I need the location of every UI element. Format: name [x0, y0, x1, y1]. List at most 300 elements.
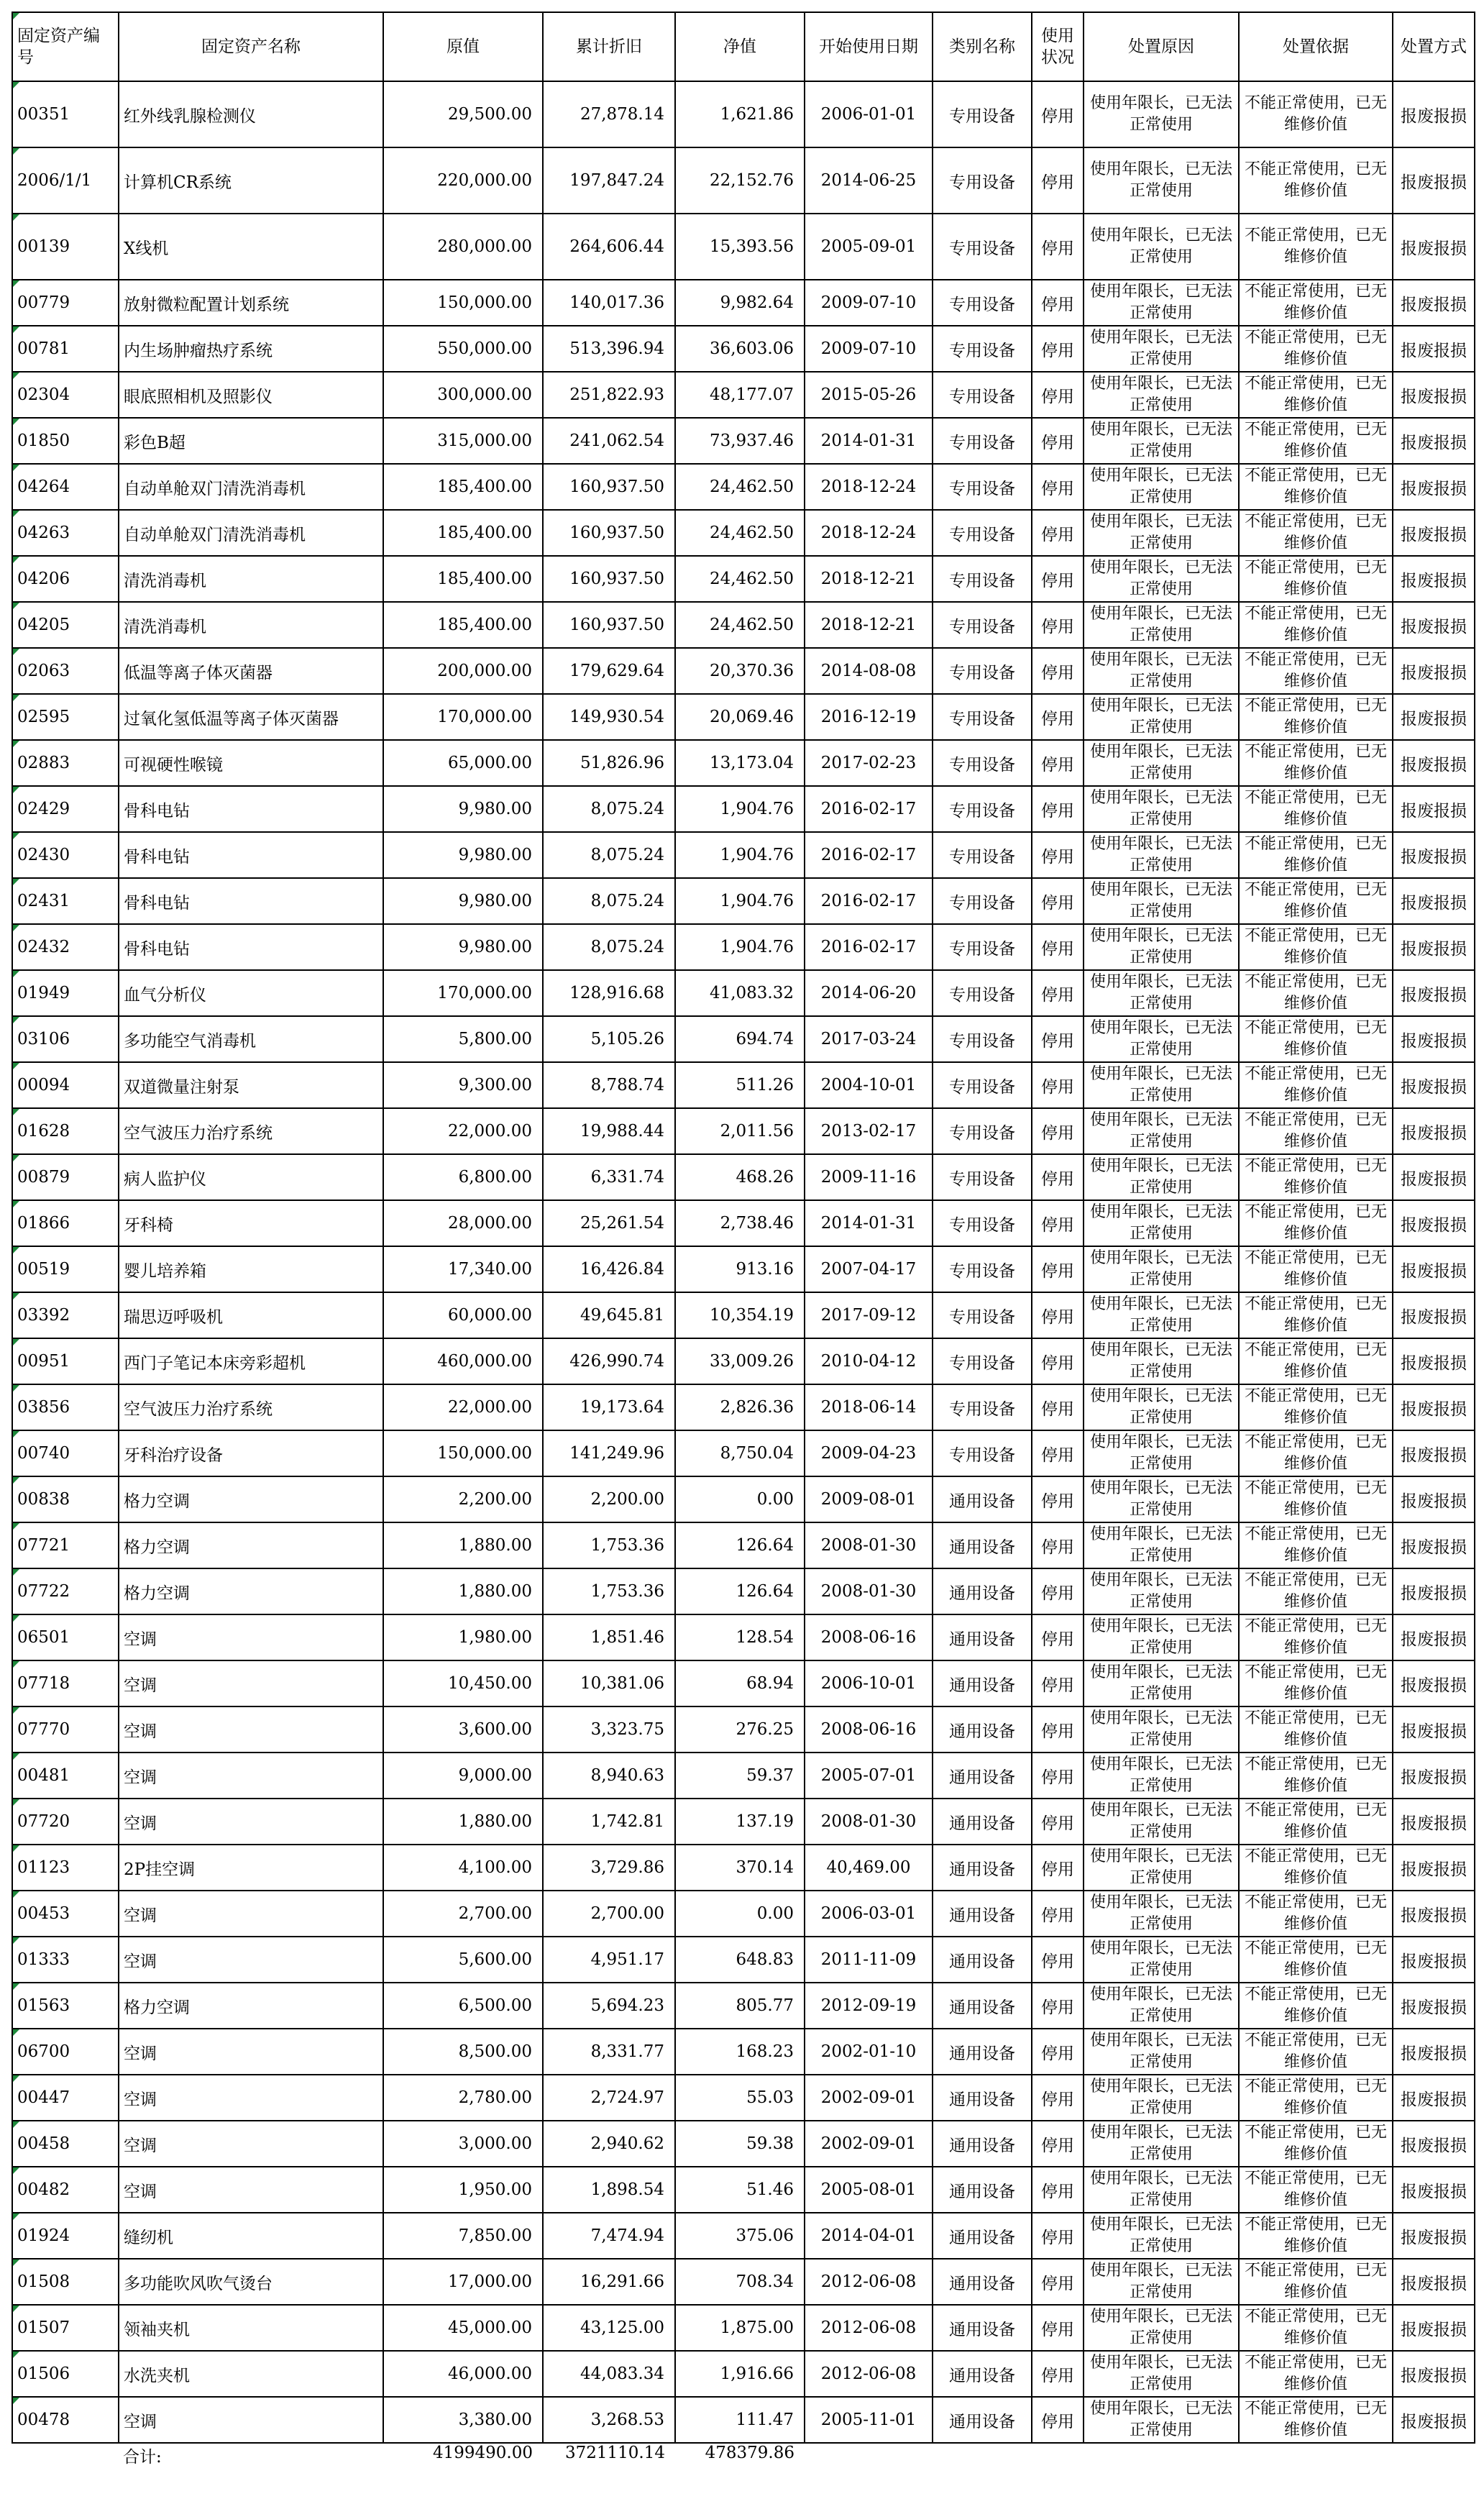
cell-category[interactable]: 通用设备: [933, 2305, 1032, 2351]
cell-disposal-basis[interactable]: 不能正常使用，已无维修价值: [1239, 2213, 1393, 2259]
cell-disposal-method[interactable]: 报废报损: [1393, 1937, 1475, 1983]
cell-start-date[interactable]: 2009-04-23: [805, 1430, 933, 1476]
cell-disposal-basis[interactable]: 不能正常使用，已无维修价值: [1239, 1983, 1393, 2029]
col-header-basis[interactable]: 处置依据: [1239, 12, 1393, 81]
cell-start-date[interactable]: 2004-10-01: [805, 1062, 933, 1108]
cell-net-value[interactable]: 126.64: [675, 1522, 805, 1568]
cell-status[interactable]: 停用: [1032, 2213, 1084, 2259]
cell-asset-name[interactable]: 双道微量注射泵: [119, 1062, 383, 1108]
cell-category[interactable]: 专用设备: [933, 1016, 1032, 1062]
cell-category[interactable]: 专用设备: [933, 1154, 1032, 1200]
cell-disposal-reason[interactable]: 使用年限长，已无法正常使用: [1084, 2075, 1239, 2121]
cell-status[interactable]: 停用: [1032, 214, 1084, 280]
cell-disposal-method[interactable]: 报废报损: [1393, 1799, 1475, 1845]
cell-net-value[interactable]: 15,393.56: [675, 214, 805, 280]
cell-original-value[interactable]: 9,980.00: [383, 832, 543, 878]
cell-asset-code[interactable]: 02430: [12, 832, 119, 878]
cell-category[interactable]: 专用设备: [933, 418, 1032, 464]
cell-disposal-reason[interactable]: 使用年限长，已无法正常使用: [1084, 81, 1239, 147]
col-header-start-date[interactable]: 开始使用日期: [805, 12, 933, 81]
cell-net-value[interactable]: 168.23: [675, 2029, 805, 2075]
cell-disposal-reason[interactable]: 使用年限长，已无法正常使用: [1084, 556, 1239, 602]
cell-accumulated-depreciation[interactable]: 8,075.24: [543, 878, 675, 924]
cell-status[interactable]: 停用: [1032, 2167, 1084, 2213]
cell-disposal-method[interactable]: 报废报损: [1393, 2259, 1475, 2305]
cell-category[interactable]: 通用设备: [933, 2351, 1032, 2397]
cell-net-value[interactable]: 36,603.06: [675, 326, 805, 372]
cell-disposal-reason[interactable]: 使用年限长，已无法正常使用: [1084, 1246, 1239, 1292]
cell-asset-code[interactable]: 03106: [12, 1016, 119, 1062]
cell-accumulated-depreciation[interactable]: 8,075.24: [543, 786, 675, 832]
cell-accumulated-depreciation[interactable]: 197,847.24: [543, 147, 675, 214]
cell-net-value[interactable]: 2,738.46: [675, 1200, 805, 1246]
cell-original-value[interactable]: 1,880.00: [383, 1568, 543, 1614]
cell-disposal-basis[interactable]: 不能正常使用，已无维修价值: [1239, 510, 1393, 556]
cell-status[interactable]: 停用: [1032, 1062, 1084, 1108]
cell-original-value[interactable]: 1,880.00: [383, 1522, 543, 1568]
cell-asset-name[interactable]: 清洗消毒机: [119, 556, 383, 602]
cell-disposal-method[interactable]: 报废报损: [1393, 326, 1475, 372]
cell-disposal-reason[interactable]: 使用年限长，已无法正常使用: [1084, 1660, 1239, 1706]
cell-asset-name[interactable]: 多功能空气消毒机: [119, 1016, 383, 1062]
cell-start-date[interactable]: 2012-06-08: [805, 2305, 933, 2351]
cell-net-value[interactable]: 468.26: [675, 1154, 805, 1200]
cell-original-value[interactable]: 150,000.00: [383, 1430, 543, 1476]
cell-accumulated-depreciation[interactable]: 25,261.54: [543, 1200, 675, 1246]
cell-original-value[interactable]: 46,000.00: [383, 2351, 543, 2397]
cell-start-date[interactable]: 2012-06-08: [805, 2351, 933, 2397]
cell-start-date[interactable]: 2005-09-01: [805, 214, 933, 280]
cell-disposal-method[interactable]: 报废报损: [1393, 786, 1475, 832]
cell-disposal-method[interactable]: 报废报损: [1393, 648, 1475, 694]
cell-category[interactable]: 通用设备: [933, 1799, 1032, 1845]
cell-disposal-basis[interactable]: 不能正常使用，已无维修价值: [1239, 1338, 1393, 1384]
cell-start-date[interactable]: 2012-09-19: [805, 1983, 933, 2029]
cell-status[interactable]: 停用: [1032, 556, 1084, 602]
cell-start-date[interactable]: 2002-01-10: [805, 2029, 933, 2075]
cell-asset-name[interactable]: 空调: [119, 2121, 383, 2167]
cell-status[interactable]: 停用: [1032, 832, 1084, 878]
cell-original-value[interactable]: 9,980.00: [383, 924, 543, 970]
cell-net-value[interactable]: 511.26: [675, 1062, 805, 1108]
cell-disposal-method[interactable]: 报废报损: [1393, 602, 1475, 648]
cell-category[interactable]: 专用设备: [933, 147, 1032, 214]
cell-disposal-method[interactable]: 报废报损: [1393, 878, 1475, 924]
cell-original-value[interactable]: 4,100.00: [383, 1845, 543, 1891]
cell-disposal-reason[interactable]: 使用年限长，已无法正常使用: [1084, 1568, 1239, 1614]
cell-disposal-basis[interactable]: 不能正常使用，已无维修价值: [1239, 2167, 1393, 2213]
cell-original-value[interactable]: 10,450.00: [383, 1660, 543, 1706]
cell-net-value[interactable]: 111.47: [675, 2397, 805, 2443]
col-header-code[interactable]: 固定资产编号: [12, 12, 119, 81]
cell-disposal-method[interactable]: 报废报损: [1393, 1108, 1475, 1154]
cell-start-date[interactable]: 2016-12-19: [805, 694, 933, 740]
cell-asset-name[interactable]: 2P挂空调: [119, 1845, 383, 1891]
cell-category[interactable]: 通用设备: [933, 2397, 1032, 2443]
cell-net-value[interactable]: 1,904.76: [675, 786, 805, 832]
cell-disposal-reason[interactable]: 使用年限长，已无法正常使用: [1084, 1154, 1239, 1200]
cell-original-value[interactable]: 65,000.00: [383, 740, 543, 786]
cell-start-date[interactable]: 2007-04-17: [805, 1246, 933, 1292]
cell-disposal-basis[interactable]: 不能正常使用，已无维修价值: [1239, 924, 1393, 970]
cell-status[interactable]: 停用: [1032, 1522, 1084, 1568]
cell-category[interactable]: 专用设备: [933, 1292, 1032, 1338]
cell-category[interactable]: 专用设备: [933, 970, 1032, 1016]
cell-category[interactable]: 通用设备: [933, 1706, 1032, 1753]
cell-disposal-reason[interactable]: 使用年限长，已无法正常使用: [1084, 1292, 1239, 1338]
cell-status[interactable]: 停用: [1032, 1799, 1084, 1845]
cell-accumulated-depreciation[interactable]: 3,323.75: [543, 1706, 675, 1753]
cell-disposal-method[interactable]: 报废报损: [1393, 2075, 1475, 2121]
cell-category[interactable]: 专用设备: [933, 694, 1032, 740]
cell-disposal-reason[interactable]: 使用年限长，已无法正常使用: [1084, 1614, 1239, 1660]
cell-disposal-method[interactable]: 报废报损: [1393, 418, 1475, 464]
cell-asset-code[interactable]: 00458: [12, 2121, 119, 2167]
cell-disposal-basis[interactable]: 不能正常使用，已无维修价值: [1239, 280, 1393, 326]
cell-disposal-reason[interactable]: 使用年限长，已无法正常使用: [1084, 1937, 1239, 1983]
col-header-category[interactable]: 类别名称: [933, 12, 1032, 81]
cell-start-date[interactable]: 2014-01-31: [805, 1200, 933, 1246]
cell-disposal-method[interactable]: 报废报损: [1393, 214, 1475, 280]
cell-status[interactable]: 停用: [1032, 1108, 1084, 1154]
cell-asset-code[interactable]: 03856: [12, 1384, 119, 1430]
cell-start-date[interactable]: 2018-12-21: [805, 602, 933, 648]
cell-disposal-basis[interactable]: 不能正常使用，已无维修价值: [1239, 1568, 1393, 1614]
cell-accumulated-depreciation[interactable]: 44,083.34: [543, 2351, 675, 2397]
cell-asset-code[interactable]: 04263: [12, 510, 119, 556]
cell-asset-name[interactable]: 缝纫机: [119, 2213, 383, 2259]
cell-accumulated-depreciation[interactable]: 264,606.44: [543, 214, 675, 280]
cell-net-value[interactable]: 41,083.32: [675, 970, 805, 1016]
cell-disposal-method[interactable]: 报废报损: [1393, 832, 1475, 878]
cell-accumulated-depreciation[interactable]: 8,075.24: [543, 832, 675, 878]
cell-net-value[interactable]: 1,875.00: [675, 2305, 805, 2351]
cell-disposal-reason[interactable]: 使用年限长，已无法正常使用: [1084, 1799, 1239, 1845]
cell-disposal-reason[interactable]: 使用年限长，已无法正常使用: [1084, 878, 1239, 924]
cell-start-date[interactable]: 2014-06-20: [805, 970, 933, 1016]
cell-category[interactable]: 专用设备: [933, 786, 1032, 832]
cell-net-value[interactable]: 375.06: [675, 2213, 805, 2259]
cell-accumulated-depreciation[interactable]: 2,700.00: [543, 1891, 675, 1937]
cell-asset-code[interactable]: 02063: [12, 648, 119, 694]
cell-asset-name[interactable]: 计算机CR系统: [119, 147, 383, 214]
cell-accumulated-depreciation[interactable]: 43,125.00: [543, 2305, 675, 2351]
cell-category[interactable]: 通用设备: [933, 1476, 1032, 1522]
cell-category[interactable]: 专用设备: [933, 832, 1032, 878]
cell-accumulated-depreciation[interactable]: 8,075.24: [543, 924, 675, 970]
cell-asset-name[interactable]: 西门子笔记本床旁彩超机: [119, 1338, 383, 1384]
cell-category[interactable]: 专用设备: [933, 372, 1032, 418]
cell-accumulated-depreciation[interactable]: 10,381.06: [543, 1660, 675, 1706]
cell-asset-name[interactable]: 空调: [119, 1937, 383, 1983]
cell-asset-name[interactable]: 婴儿培养箱: [119, 1246, 383, 1292]
cell-disposal-basis[interactable]: 不能正常使用，已无维修价值: [1239, 832, 1393, 878]
cell-asset-name[interactable]: 空调: [119, 1753, 383, 1799]
cell-start-date[interactable]: 2005-07-01: [805, 1753, 933, 1799]
cell-original-value[interactable]: 9,000.00: [383, 1753, 543, 1799]
cell-net-value[interactable]: 20,069.46: [675, 694, 805, 740]
cell-disposal-method[interactable]: 报废报损: [1393, 2121, 1475, 2167]
cell-net-value[interactable]: 276.25: [675, 1706, 805, 1753]
cell-disposal-reason[interactable]: 使用年限长，已无法正常使用: [1084, 2305, 1239, 2351]
cell-status[interactable]: 停用: [1032, 786, 1084, 832]
cell-disposal-reason[interactable]: 使用年限长，已无法正常使用: [1084, 1891, 1239, 1937]
cell-asset-code[interactable]: 07770: [12, 1706, 119, 1753]
cell-original-value[interactable]: 29,500.00: [383, 81, 543, 147]
cell-asset-code[interactable]: 01924: [12, 2213, 119, 2259]
cell-disposal-method[interactable]: 报废报损: [1393, 510, 1475, 556]
cell-asset-name[interactable]: 内生场肿瘤热疗系统: [119, 326, 383, 372]
cell-asset-name[interactable]: 过氧化氢低温等离子体灭菌器: [119, 694, 383, 740]
total-original-value[interactable]: 4199490.00: [432, 2444, 533, 2462]
cell-accumulated-depreciation[interactable]: 140,017.36: [543, 280, 675, 326]
cell-accumulated-depreciation[interactable]: 160,937.50: [543, 556, 675, 602]
cell-accumulated-depreciation[interactable]: 251,822.93: [543, 372, 675, 418]
cell-disposal-method[interactable]: 报废报损: [1393, 1384, 1475, 1430]
cell-status[interactable]: 停用: [1032, 418, 1084, 464]
cell-start-date[interactable]: 2018-12-24: [805, 464, 933, 510]
cell-net-value[interactable]: 59.37: [675, 1753, 805, 1799]
cell-disposal-basis[interactable]: 不能正常使用，已无维修价值: [1239, 1200, 1393, 1246]
total-net-value[interactable]: 478379.86: [705, 2444, 794, 2462]
cell-category[interactable]: 专用设备: [933, 326, 1032, 372]
cell-category[interactable]: 专用设备: [933, 924, 1032, 970]
cell-net-value[interactable]: 20,370.36: [675, 648, 805, 694]
cell-disposal-reason[interactable]: 使用年限长，已无法正常使用: [1084, 147, 1239, 214]
cell-net-value[interactable]: 1,904.76: [675, 878, 805, 924]
cell-start-date[interactable]: 2015-05-26: [805, 372, 933, 418]
cell-disposal-basis[interactable]: 不能正常使用，已无维修价值: [1239, 2121, 1393, 2167]
cell-asset-code[interactable]: 00481: [12, 1753, 119, 1799]
cell-asset-code[interactable]: 00779: [12, 280, 119, 326]
col-header-name[interactable]: 固定资产名称: [119, 12, 383, 81]
cell-disposal-basis[interactable]: 不能正常使用，已无维修价值: [1239, 1891, 1393, 1937]
cell-asset-name[interactable]: 领袖夹机: [119, 2305, 383, 2351]
cell-category[interactable]: 专用设备: [933, 1384, 1032, 1430]
cell-asset-code[interactable]: 01866: [12, 1200, 119, 1246]
cell-disposal-reason[interactable]: 使用年限长，已无法正常使用: [1084, 1983, 1239, 2029]
cell-disposal-method[interactable]: 报废报损: [1393, 2213, 1475, 2259]
cell-start-date[interactable]: 2009-07-10: [805, 280, 933, 326]
cell-category[interactable]: 通用设备: [933, 2259, 1032, 2305]
cell-asset-name[interactable]: 水洗夹机: [119, 2351, 383, 2397]
cell-disposal-basis[interactable]: 不能正常使用，已无维修价值: [1239, 2259, 1393, 2305]
cell-net-value[interactable]: 51.46: [675, 2167, 805, 2213]
cell-asset-name[interactable]: 牙科椅: [119, 1200, 383, 1246]
cell-disposal-method[interactable]: 报废报损: [1393, 1568, 1475, 1614]
cell-status[interactable]: 停用: [1032, 2259, 1084, 2305]
cell-original-value[interactable]: 3,600.00: [383, 1706, 543, 1753]
cell-disposal-method[interactable]: 报废报损: [1393, 740, 1475, 786]
col-header-original-value[interactable]: 原值: [383, 12, 543, 81]
cell-asset-code[interactable]: 04264: [12, 464, 119, 510]
cell-asset-name[interactable]: 骨科电钻: [119, 786, 383, 832]
cell-asset-code[interactable]: 00879: [12, 1154, 119, 1200]
cell-disposal-basis[interactable]: 不能正常使用，已无维修价值: [1239, 1706, 1393, 1753]
cell-original-value[interactable]: 60,000.00: [383, 1292, 543, 1338]
cell-net-value[interactable]: 126.64: [675, 1568, 805, 1614]
cell-asset-code[interactable]: 00351: [12, 81, 119, 147]
cell-disposal-method[interactable]: 报废报损: [1393, 280, 1475, 326]
cell-asset-name[interactable]: 彩色B超: [119, 418, 383, 464]
cell-start-date[interactable]: 2008-06-16: [805, 1614, 933, 1660]
cell-start-date[interactable]: 40,469.00: [805, 1845, 933, 1891]
cell-disposal-basis[interactable]: 不能正常使用，已无维修价值: [1239, 418, 1393, 464]
cell-disposal-reason[interactable]: 使用年限长，已无法正常使用: [1084, 418, 1239, 464]
cell-start-date[interactable]: 2014-08-08: [805, 648, 933, 694]
cell-asset-name[interactable]: 低温等离子体灭菌器: [119, 648, 383, 694]
cell-asset-code[interactable]: 06700: [12, 2029, 119, 2075]
cell-disposal-reason[interactable]: 使用年限长，已无法正常使用: [1084, 1753, 1239, 1799]
cell-asset-code[interactable]: 2006/1/1: [12, 147, 119, 214]
cell-net-value[interactable]: 2,011.56: [675, 1108, 805, 1154]
cell-net-value[interactable]: 24,462.50: [675, 602, 805, 648]
cell-status[interactable]: 停用: [1032, 2397, 1084, 2443]
cell-disposal-reason[interactable]: 使用年限长，已无法正常使用: [1084, 2397, 1239, 2443]
cell-category[interactable]: 通用设备: [933, 1568, 1032, 1614]
cell-original-value[interactable]: 9,980.00: [383, 878, 543, 924]
cell-accumulated-depreciation[interactable]: 179,629.64: [543, 648, 675, 694]
cell-category[interactable]: 专用设备: [933, 602, 1032, 648]
cell-start-date[interactable]: 2016-02-17: [805, 924, 933, 970]
cell-accumulated-depreciation[interactable]: 8,940.63: [543, 1753, 675, 1799]
cell-asset-code[interactable]: 00951: [12, 1338, 119, 1384]
cell-asset-name[interactable]: 空调: [119, 1706, 383, 1753]
cell-asset-name[interactable]: 空调: [119, 1799, 383, 1845]
cell-start-date[interactable]: 2005-08-01: [805, 2167, 933, 2213]
cell-asset-code[interactable]: 04206: [12, 556, 119, 602]
cell-original-value[interactable]: 17,340.00: [383, 1246, 543, 1292]
cell-disposal-basis[interactable]: 不能正常使用，已无维修价值: [1239, 1937, 1393, 1983]
cell-category[interactable]: 专用设备: [933, 556, 1032, 602]
cell-status[interactable]: 停用: [1032, 1246, 1084, 1292]
cell-disposal-basis[interactable]: 不能正常使用，已无维修价值: [1239, 2029, 1393, 2075]
cell-accumulated-depreciation[interactable]: 149,930.54: [543, 694, 675, 740]
cell-status[interactable]: 停用: [1032, 2351, 1084, 2397]
cell-asset-name[interactable]: 放射微粒配置计划系统: [119, 280, 383, 326]
cell-status[interactable]: 停用: [1032, 372, 1084, 418]
cell-category[interactable]: 通用设备: [933, 2029, 1032, 2075]
cell-start-date[interactable]: 2006-10-01: [805, 1660, 933, 1706]
cell-asset-name[interactable]: 自动单舱双门清洗消毒机: [119, 464, 383, 510]
cell-disposal-method[interactable]: 报废报损: [1393, 970, 1475, 1016]
cell-disposal-reason[interactable]: 使用年限长，已无法正常使用: [1084, 1016, 1239, 1062]
cell-original-value[interactable]: 2,200.00: [383, 1476, 543, 1522]
cell-category[interactable]: 专用设备: [933, 1430, 1032, 1476]
cell-asset-code[interactable]: 02432: [12, 924, 119, 970]
cell-asset-name[interactable]: X线机: [119, 214, 383, 280]
cell-status[interactable]: 停用: [1032, 510, 1084, 556]
cell-original-value[interactable]: 1,950.00: [383, 2167, 543, 2213]
cell-net-value[interactable]: 24,462.50: [675, 464, 805, 510]
cell-disposal-method[interactable]: 报废报损: [1393, 2305, 1475, 2351]
cell-start-date[interactable]: 2005-11-01: [805, 2397, 933, 2443]
cell-accumulated-depreciation[interactable]: 5,105.26: [543, 1016, 675, 1062]
cell-accumulated-depreciation[interactable]: 3,729.86: [543, 1845, 675, 1891]
cell-category[interactable]: 专用设备: [933, 648, 1032, 694]
cell-net-value[interactable]: 55.03: [675, 2075, 805, 2121]
cell-asset-name[interactable]: 空调: [119, 1660, 383, 1706]
cell-disposal-basis[interactable]: 不能正常使用，已无维修价值: [1239, 326, 1393, 372]
cell-accumulated-depreciation[interactable]: 16,291.66: [543, 2259, 675, 2305]
cell-accumulated-depreciation[interactable]: 2,200.00: [543, 1476, 675, 1522]
cell-disposal-basis[interactable]: 不能正常使用，已无维修价值: [1239, 1845, 1393, 1891]
cell-status[interactable]: 停用: [1032, 1983, 1084, 2029]
cell-status[interactable]: 停用: [1032, 1338, 1084, 1384]
cell-disposal-method[interactable]: 报废报损: [1393, 147, 1475, 214]
cell-net-value[interactable]: 73,937.46: [675, 418, 805, 464]
cell-accumulated-depreciation[interactable]: 49,645.81: [543, 1292, 675, 1338]
cell-category[interactable]: 专用设备: [933, 740, 1032, 786]
cell-status[interactable]: 停用: [1032, 2121, 1084, 2167]
cell-status[interactable]: 停用: [1032, 1154, 1084, 1200]
cell-disposal-basis[interactable]: 不能正常使用，已无维修价值: [1239, 1108, 1393, 1154]
cell-asset-code[interactable]: 07720: [12, 1799, 119, 1845]
cell-net-value[interactable]: 1,621.86: [675, 81, 805, 147]
cell-disposal-reason[interactable]: 使用年限长，已无法正常使用: [1084, 214, 1239, 280]
cell-disposal-basis[interactable]: 不能正常使用，已无维修价值: [1239, 81, 1393, 147]
cell-disposal-method[interactable]: 报废报损: [1393, 1430, 1475, 1476]
cell-disposal-reason[interactable]: 使用年限长，已无法正常使用: [1084, 2259, 1239, 2305]
cell-asset-code[interactable]: 02429: [12, 786, 119, 832]
cell-disposal-method[interactable]: 报废报损: [1393, 924, 1475, 970]
cell-asset-code[interactable]: 01563: [12, 1983, 119, 2029]
cell-disposal-reason[interactable]: 使用年限长，已无法正常使用: [1084, 1338, 1239, 1384]
cell-status[interactable]: 停用: [1032, 280, 1084, 326]
cell-net-value[interactable]: 10,354.19: [675, 1292, 805, 1338]
cell-accumulated-depreciation[interactable]: 19,173.64: [543, 1384, 675, 1430]
cell-disposal-reason[interactable]: 使用年限长，已无法正常使用: [1084, 1062, 1239, 1108]
cell-net-value[interactable]: 1,916.66: [675, 2351, 805, 2397]
cell-original-value[interactable]: 2,700.00: [383, 1891, 543, 1937]
cell-asset-name[interactable]: 格力空调: [119, 1983, 383, 2029]
cell-asset-code[interactable]: 00781: [12, 326, 119, 372]
cell-disposal-basis[interactable]: 不能正常使用，已无维修价值: [1239, 1292, 1393, 1338]
cell-accumulated-depreciation[interactable]: 513,396.94: [543, 326, 675, 372]
cell-disposal-basis[interactable]: 不能正常使用，已无维修价值: [1239, 214, 1393, 280]
cell-disposal-reason[interactable]: 使用年限长，已无法正常使用: [1084, 1430, 1239, 1476]
cell-disposal-method[interactable]: 报废报损: [1393, 1660, 1475, 1706]
col-header-net-value[interactable]: 净值: [675, 12, 805, 81]
cell-disposal-basis[interactable]: 不能正常使用，已无维修价值: [1239, 2075, 1393, 2121]
cell-disposal-reason[interactable]: 使用年限长，已无法正常使用: [1084, 1706, 1239, 1753]
cell-disposal-basis[interactable]: 不能正常使用，已无维修价值: [1239, 1614, 1393, 1660]
cell-disposal-basis[interactable]: 不能正常使用，已无维修价值: [1239, 1154, 1393, 1200]
cell-net-value[interactable]: 13,173.04: [675, 740, 805, 786]
col-header-accumulated-depreciation[interactable]: 累计折旧: [543, 12, 675, 81]
total-accumulated-depreciation[interactable]: 3721110.14: [564, 2444, 665, 2462]
cell-original-value[interactable]: 460,000.00: [383, 1338, 543, 1384]
cell-status[interactable]: 停用: [1032, 1476, 1084, 1522]
cell-category[interactable]: 专用设备: [933, 214, 1032, 280]
cell-disposal-reason[interactable]: 使用年限长，已无法正常使用: [1084, 1384, 1239, 1430]
cell-disposal-reason[interactable]: 使用年限长，已无法正常使用: [1084, 280, 1239, 326]
cell-category[interactable]: 专用设备: [933, 1246, 1032, 1292]
cell-category[interactable]: 专用设备: [933, 510, 1032, 556]
cell-asset-code[interactable]: 00447: [12, 2075, 119, 2121]
cell-asset-code[interactable]: 01123: [12, 1845, 119, 1891]
cell-original-value[interactable]: 9,300.00: [383, 1062, 543, 1108]
cell-start-date[interactable]: 2008-01-30: [805, 1799, 933, 1845]
cell-start-date[interactable]: 2017-03-24: [805, 1016, 933, 1062]
cell-asset-name[interactable]: 清洗消毒机: [119, 602, 383, 648]
cell-start-date[interactable]: 2002-09-01: [805, 2075, 933, 2121]
cell-original-value[interactable]: 7,850.00: [383, 2213, 543, 2259]
cell-asset-name[interactable]: 红外线乳腺检测仪: [119, 81, 383, 147]
cell-asset-code[interactable]: 00482: [12, 2167, 119, 2213]
cell-original-value[interactable]: 280,000.00: [383, 214, 543, 280]
cell-disposal-reason[interactable]: 使用年限长，已无法正常使用: [1084, 602, 1239, 648]
